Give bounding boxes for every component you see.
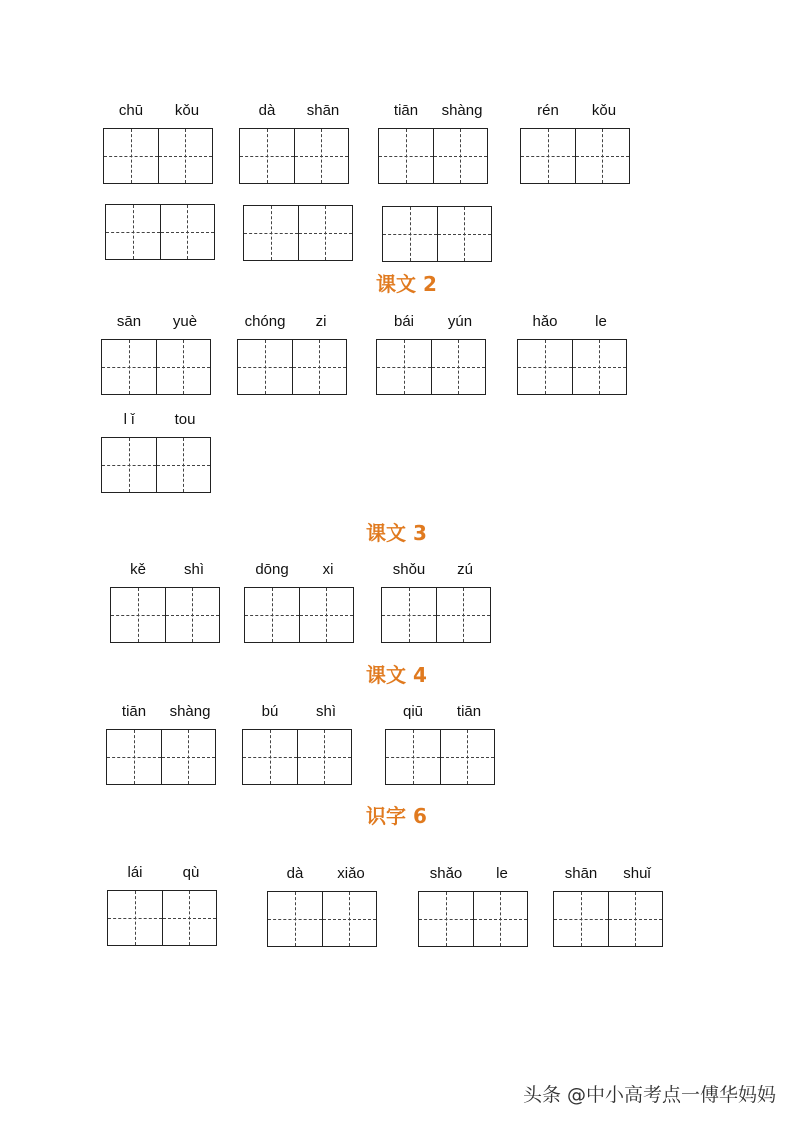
tian-zi-grid[interactable] [242,729,352,785]
word-box [105,178,217,262]
pinyin-2: shì [315,703,336,720]
tian-zi-grid[interactable] [520,128,630,184]
pinyin-2: kǒu [174,102,200,119]
word-box [103,102,215,186]
pinyin-1: tiān [121,703,147,720]
pinyin-1: dà [258,102,276,119]
tian-zi-grid[interactable] [106,729,216,785]
pinyin-2: kǒu [591,102,617,119]
pinyin-1: bú [261,703,279,720]
pinyin-2: yún [447,313,473,330]
word-box [520,102,632,186]
tian-zi-grid[interactable] [418,891,528,947]
pinyin-2: shàng [169,703,211,720]
pinyin-1: sān [116,313,142,330]
word-box [106,703,218,787]
word-box [378,102,490,186]
tian-zi-grid[interactable] [517,339,627,395]
pinyin-1: qiū [402,703,424,720]
tian-zi-grid[interactable] [110,587,220,643]
section-title-kewen-4: 课文 4 [366,663,427,687]
word-box [242,703,354,787]
pinyin-2: shuǐ [623,865,651,882]
pinyin-1: chóng [244,313,286,330]
pinyin-2: xi [322,561,334,578]
pinyin-2: tou [174,411,196,428]
word-box [107,864,219,948]
tian-zi-grid[interactable] [382,206,492,262]
word-box [517,313,629,397]
pinyin-1: dōng [255,561,289,578]
word-box [418,865,530,949]
section-title-kewen-3: 课文 3 [366,521,427,545]
pinyin-2: le [496,865,508,882]
pinyin-1: shān [564,865,598,882]
pinyin-2: le [595,313,607,330]
tian-zi-grid[interactable] [239,128,349,184]
pinyin-1: chū [118,102,144,119]
word-box [101,313,213,397]
pinyin-1: l ǐ [123,411,135,428]
section-title-kewen-2: 课文 2 [376,272,437,296]
pinyin-2: shān [306,102,340,119]
pinyin-1: shǒu [392,561,426,578]
pinyin-2: xiǎo [337,865,365,882]
tian-zi-grid[interactable] [244,587,354,643]
word-box [267,865,379,949]
word-box [110,561,222,645]
word-box [382,180,494,264]
tian-zi-grid[interactable] [103,128,213,184]
tian-zi-grid[interactable] [101,437,211,493]
pinyin-1: dà [286,865,304,882]
tian-zi-grid[interactable] [553,891,663,947]
pinyin-1: hǎo [532,313,558,330]
watermark: 头条 @中小高考点一傅华妈妈 [522,1084,776,1106]
word-box [381,561,493,645]
tian-zi-grid[interactable] [381,587,491,643]
tian-zi-grid[interactable] [243,205,353,261]
pinyin-1: lái [127,864,143,881]
word-box [243,179,355,263]
pinyin-2: zú [457,561,473,578]
pinyin-2: tiān [456,703,482,720]
word-box [553,865,665,949]
pinyin-1: bái [393,313,415,330]
tian-zi-grid[interactable] [376,339,486,395]
word-box [385,703,497,787]
word-box [239,102,351,186]
section-title-shizi-6: 识字 6 [366,804,427,828]
pinyin-2: shàng [441,102,483,119]
tian-zi-grid[interactable] [107,890,217,946]
word-box [237,313,349,397]
pinyin-1: tiān [393,102,419,119]
pinyin-2: qù [182,864,200,881]
pinyin-1: kě [130,561,146,578]
pinyin-1: shǎo [429,865,463,882]
word-box [376,313,488,397]
pinyin-2: yuè [172,313,198,330]
word-box [101,411,213,495]
tian-zi-grid[interactable] [267,891,377,947]
pinyin-1: rén [537,102,559,119]
tian-zi-grid[interactable] [105,204,215,260]
pinyin-2: shì [183,561,204,578]
tian-zi-grid[interactable] [378,128,488,184]
tian-zi-grid[interactable] [101,339,211,395]
word-box [244,561,356,645]
pinyin-2: zi [315,313,327,330]
tian-zi-grid[interactable] [237,339,347,395]
tian-zi-grid[interactable] [385,729,495,785]
